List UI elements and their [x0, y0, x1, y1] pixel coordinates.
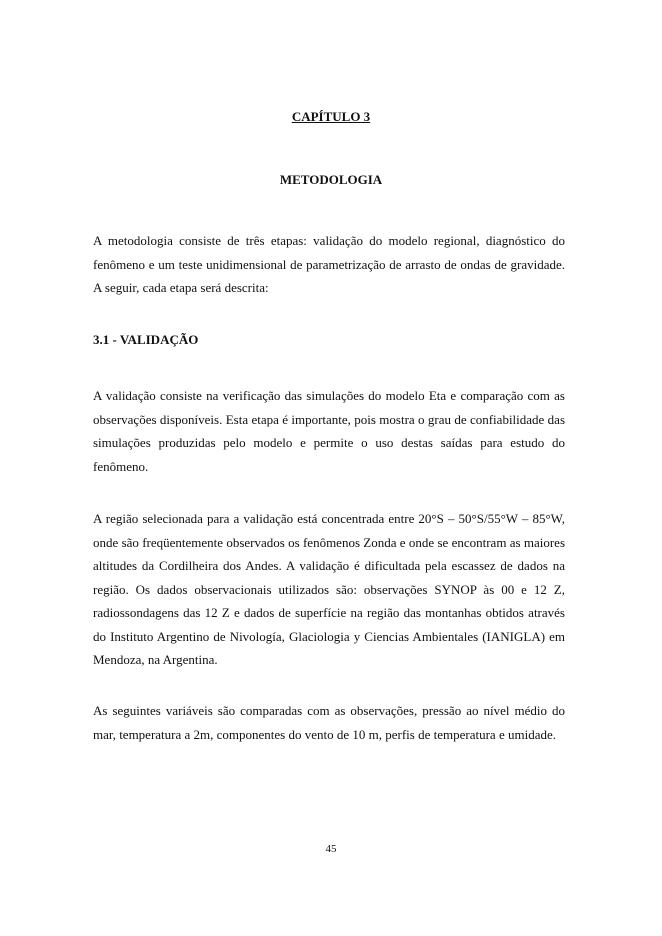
page-title: METODOLOGIA — [279, 172, 383, 187]
section-paragraph-3: As seguintes variáveis são comparadas com as observações, pressão ao nível médio do mar, temperatura a 2m, componentes do vento de 10 m, perfis de temperatura e umidade. — [93, 703, 565, 742]
chapter-heading: CAPÍTULO 3 — [291, 109, 371, 124]
section-paragraph-2: A região selecionada para a validação está concentrada entre 20°S – 50°S/55°W – 85°W, onde são freqüentemente observados os fenômenos Zonda e onde se encontram as maiores altitudes da Cordilheira dos Andes. A validação é dificultada pela escassez de dados na região. Os dados observacionais utilizados são: observações SYNOP às 00 e 12 Z, radiossondagens das 12 Z e dados de superfície na região das montanhas obtidos através do Instituto Argentino de Nivología, Glaciologia y Ciencias Ambientales (IANIGLA) em Mendoza, na Argentina. — [93, 511, 565, 667]
page-number: 45 — [325, 843, 337, 855]
section-heading: 3.1 - VALIDAÇÃO — [93, 332, 199, 347]
intro-paragraph: A metodologia consiste de três etapas: validação do modelo regional, diagnóstico do fenômeno e um teste unidimensional de parametrização de arrasto de ondas de gravidade. A seguir, cada etapa será descrita: — [93, 233, 565, 295]
section-paragraph-1: A validação consiste na verificação das simulações do modelo Eta e comparação com as observações disponíveis. Esta etapa é importante, pois mostra o grau de confiabilidade das simulações produzidas pelo modelo e permite o uso destas saídas para estudo do fenômeno. — [93, 388, 565, 474]
